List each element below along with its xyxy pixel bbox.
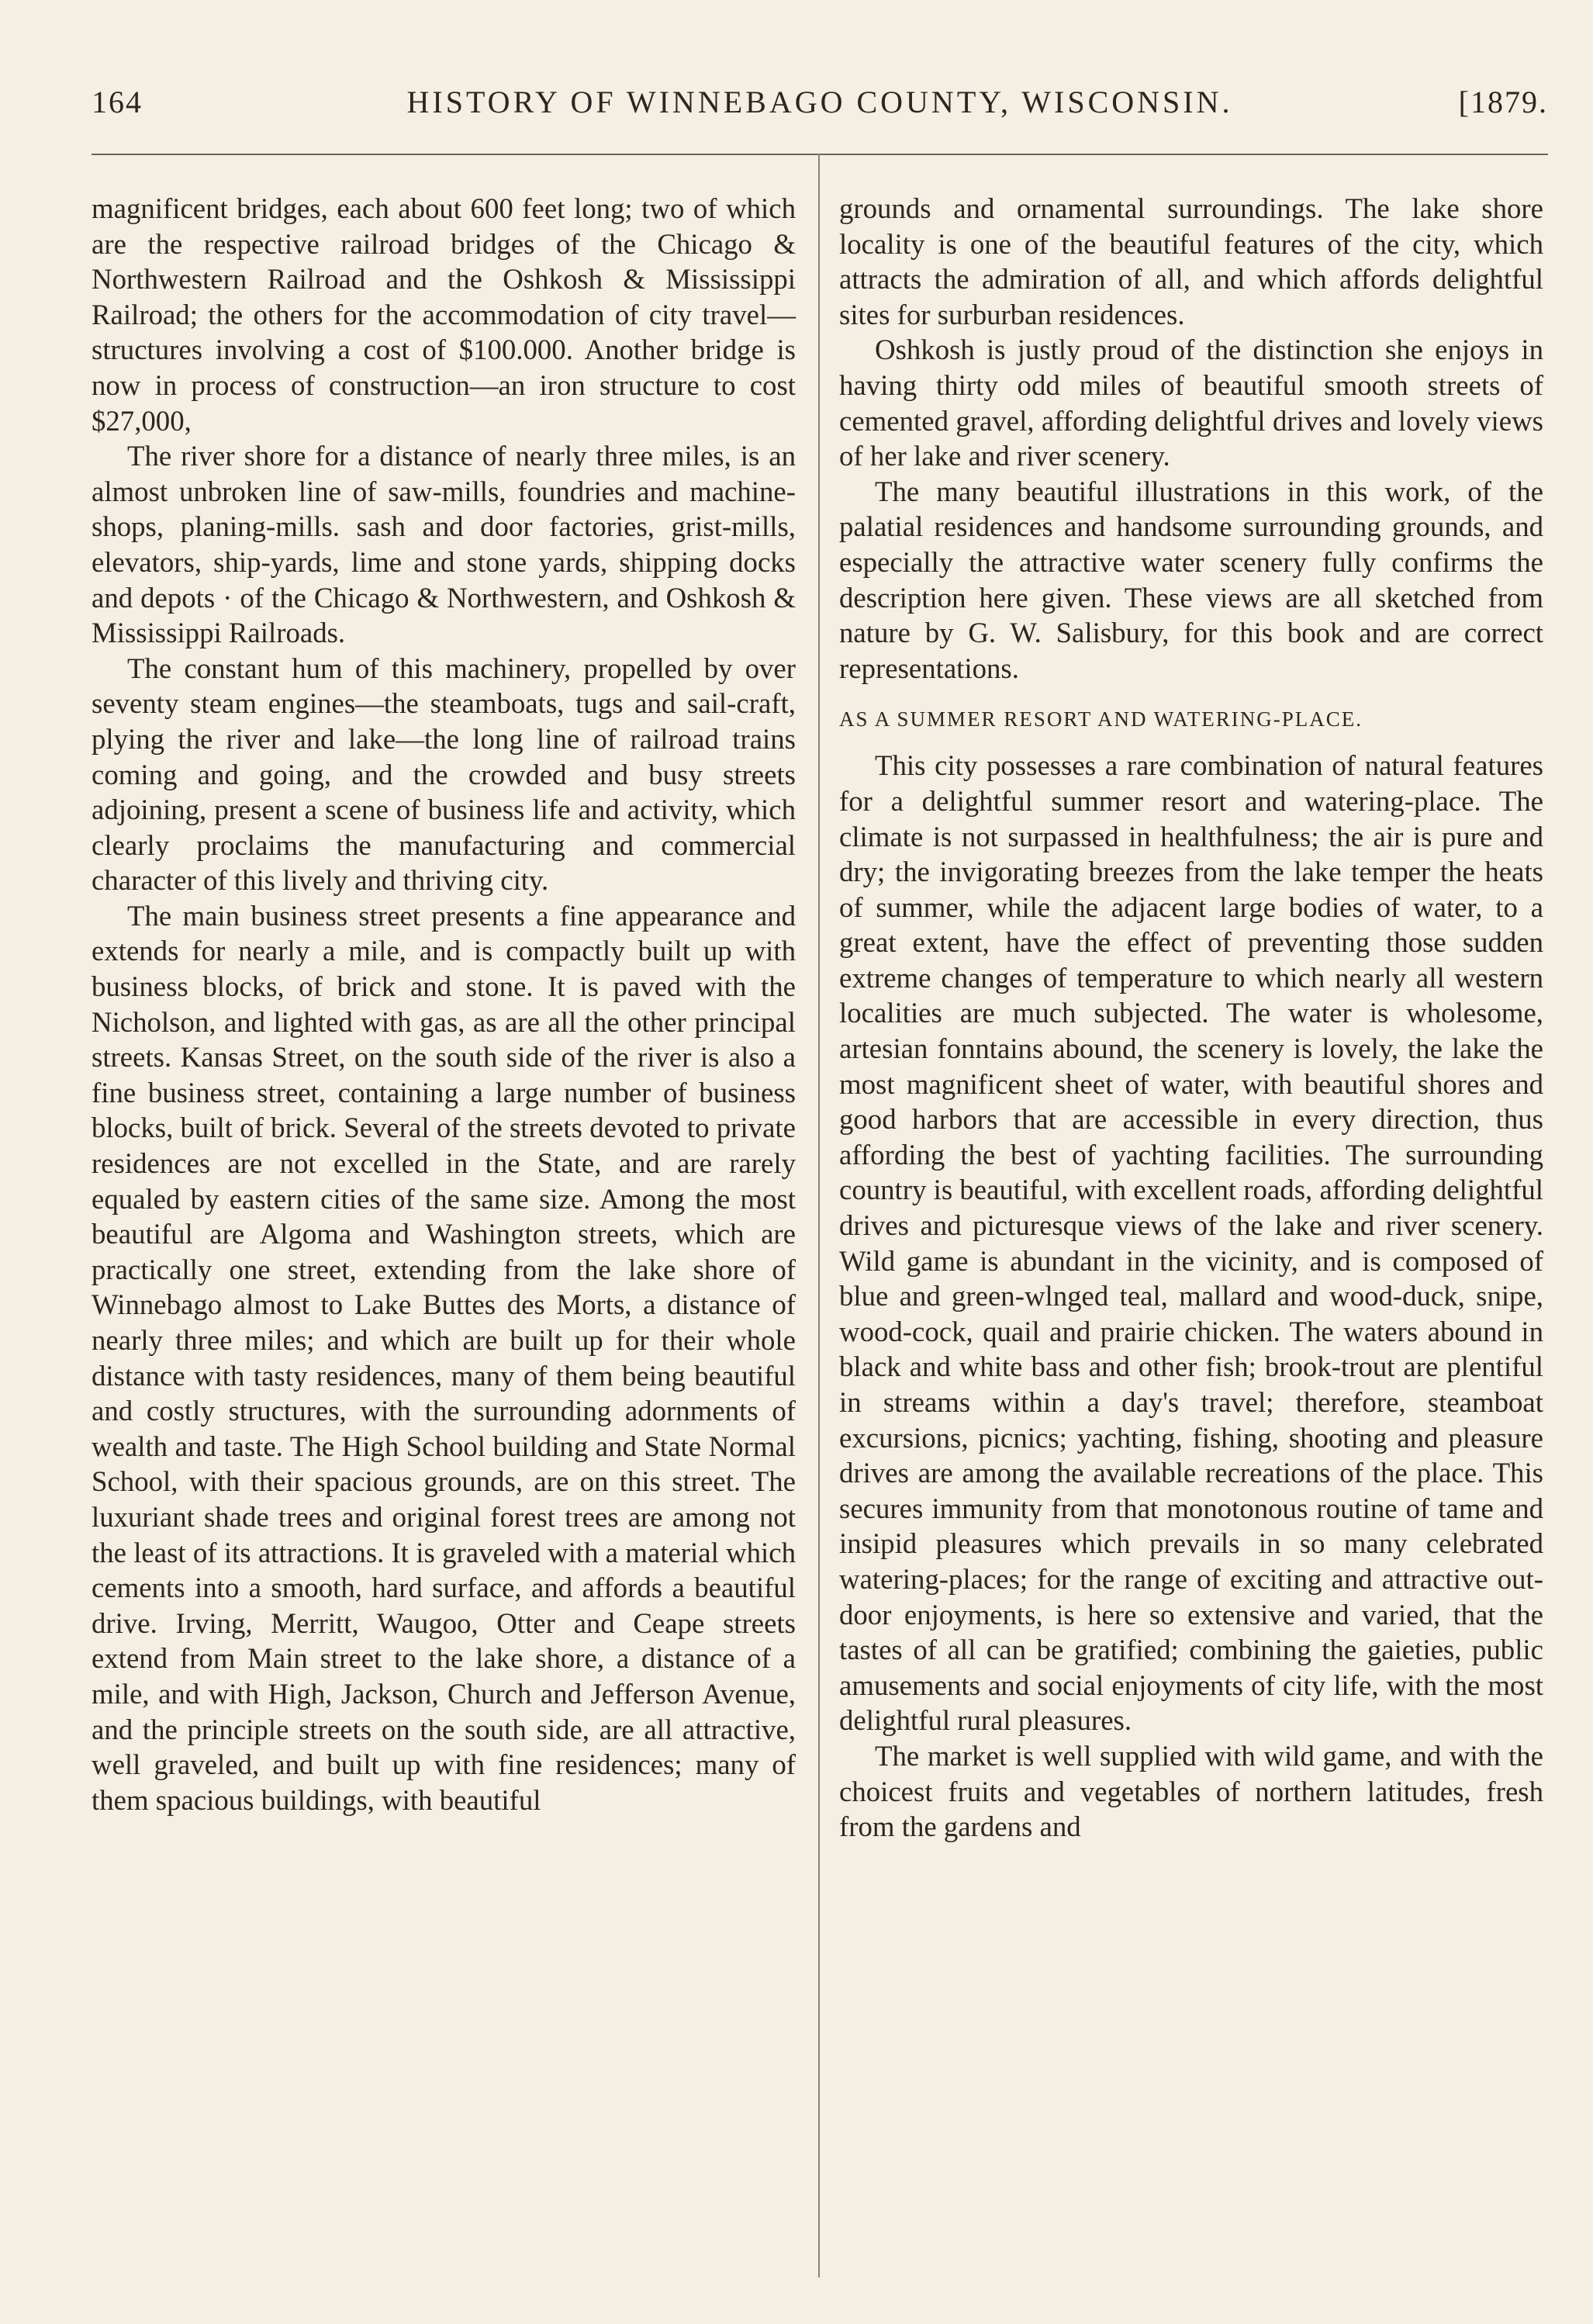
paragraph: Oshkosh is justly proud of the distinction she enjoys in having thirty odd miles of beautiful smooth streets of cemented gravel, affording delightful drives and lovely views of her lake and river scenery. [839, 334, 1543, 472]
column-divider [818, 154, 820, 2277]
paragraph: grounds and ornamental surroundings. The lake shore locality is one of the beautiful features of the city, which attracts the admiration of all, and which affords delightful sites for surburban residences. [839, 192, 1543, 330]
paragraph: The river shore for a distance of nearly three miles, is an almost unbroken line of saw-mills, foundries and machine-shops, planing-mills. sash and door factories, grist-mills, elevators, ship-yards, lime and stone yards, shipping docks and depots · of the Chicago & Northwestern, and Oshkosh & Mississippi Railroads. [92, 440, 796, 649]
paragraph: The main business street presents a fine appearance and extends for nearly a mile, and is compactly built up with business blocks, of brick and stone. It is paved with the Nicholson, and lighted with gas, as are all the other principal streets. Kansas Street, on the south side of the river is also a fine business street, containing a large number of business blocks, built of brick. Several of the streets devoted to private residences are not excelled in the State, and are rarely equaled by eastern cities of the same size. Among the most beautiful are Algoma and Washington streets, which are practically one street, extending from the lake shore of Winnebago almost to Lake Buttes des Morts, a distance of nearly three miles; and which are built up for their whole distance with tasty residences, many of them being beautiful and costly structures, with the surrounding adornments of wealth and taste. The High School building and State Normal School, with their spacious grounds, are on this street. The luxuriant shade trees and original forest trees are among not the least of its attractions. It is graveled with a material which cements into a smooth, hard surface, and affords a beautiful drive. Irving, Merritt, Waugoo, Otter and Ceape streets extend from Main street to the lake shore, a distance of a mile, and with High, Jackson, Church and Jefferson Avenue, and the principle streets on the south side, are all attractive, well graveled, and built up with fine residences; many of them spacious buildings, with beautiful [92, 899, 796, 1816]
running-title: HISTORY OF WINNEBAGO COUNTY, WISCONSIN. [406, 85, 1233, 119]
paragraph: This city possesses a rare combination of natural features for a delightful summer resort and watering-place. The climate is not surpassed in healthfulness; the air is pure and dry; the invigorating breezes from the lake temper the heats of summer, while the adjacent large bodies of water, to a great extent, have the effect of preventing those sudden extreme changes of temperature to which nearly all western localities are much subjected. The water is wholesome, artesian fonntains abound, the scenery is lovely, the lake the most magnificent sheet of water, with beautiful shores and good harbors that are accessible in every direction, thus affording the best of yachting facilities. The surrounding country is beautiful, with excellent roads, affording delightful drives and picturesque views of the lake and river scenery. Wild game is abundant in the vicinity, and is composed of blue and green-wlnged teal, mallard and wood-duck, snipe, wood-cock, quail and prairie chicken. The waters abound in black and white bass and other fish; brook-trout are plentiful in streams within a day's travel; therefore, steamboat excursions, picnics; yachting, fishing, shooting and pleasure drives are among the available recreations of the place. This secures immunity from that monotonous routine of tame and insipid pleasures which prevails in so many celebrated watering-places; for the range of exciting and attractive out-door enjoyments, is here so extensive and varied, that the tastes of all can be gratified; combining the gaieties, public amusements and social enjoyments of city life, with the most delightful rural pleasures. [839, 749, 1543, 1737]
paragraph: The constant hum of this machinery, propelled by over seventy steam engines—the steamboats, tugs and sail-craft, plying the river and lake—the long line of railroad trains coming and going, and the crowded and busy streets adjoining, present a scene of business life and activity, which clearly proclaims the manufacturing and commercial character of this lively and thriving city. [92, 652, 796, 897]
right-column [839, 191, 1543, 1845]
section-heading: AS A SUMMER RESORT AND WATERING-PLACE. [839, 707, 1363, 731]
page-number: 164 [92, 85, 143, 119]
paragraph: The market is well supplied with wild game, and with the choicest fruits and vegetables of northern latitudes, fresh from the gardens and [839, 1739, 1543, 1843]
left-column [92, 191, 796, 1817]
header-rule [92, 154, 1548, 155]
header-year: [1879. [1458, 85, 1548, 119]
paragraph: The many beautiful illustrations in this work, of the palatial residences and handsome surrounding grounds, and especially the attractive water scenery fully confirms the description here given. These views are all sketched from nature by G. W. Salisbury, for this book and are correct representations. [839, 475, 1543, 684]
paragraph: magnificent bridges, each about 600 feet long; two of which are the respective railroad bridges of the Chicago & Northwestern Railroad and the Oshkosh & Mississippi Railroad; the others for the accommodation of city travel—structures involving a cost of $100.000. Another bridge is now in process of construction—an iron structure to cost $27,000, [92, 192, 796, 437]
page-header [92, 84, 1548, 130]
